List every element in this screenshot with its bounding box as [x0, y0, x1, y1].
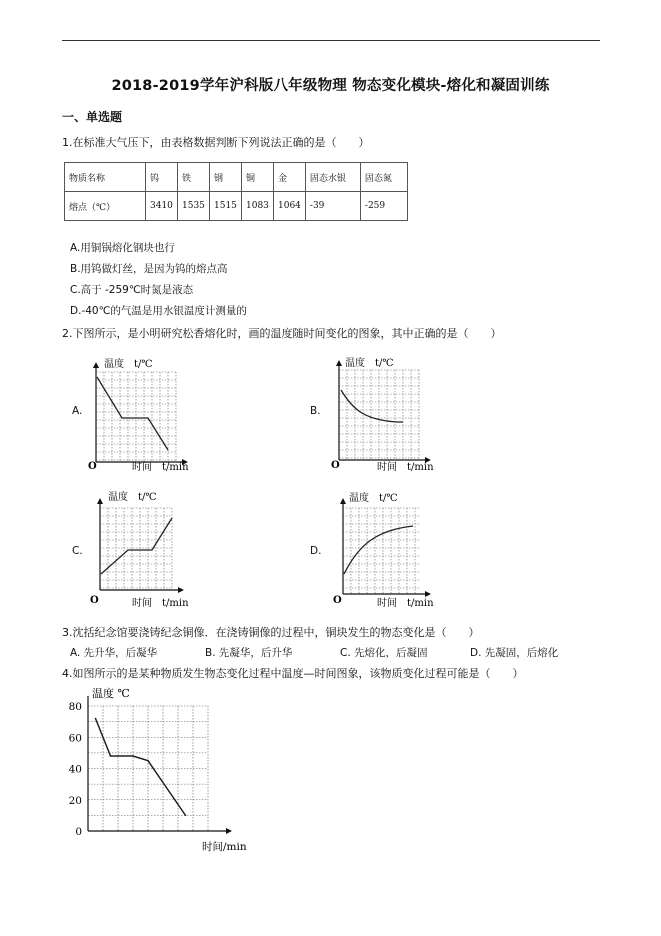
y-tick-label: 80: [68, 701, 82, 713]
q1-melting-point-table: [64, 162, 408, 221]
table-cell: 1083: [242, 192, 274, 221]
y-tick-labels: [69, 701, 82, 838]
y-tick-label: 60: [68, 732, 82, 745]
table-cell: 3410: [146, 192, 178, 221]
series-points: [95, 718, 187, 816]
x-axis-label: 时间 t/min: [377, 462, 434, 473]
table-cell: 1064: [274, 192, 306, 221]
table-cell: 1515: [210, 192, 242, 221]
q2-stem: 2.下图所示，是小明研究松香熔化时，画的温度随时间变化的图象，其中正确的是（ ）: [62, 327, 502, 340]
table-cell: 固态水银: [305, 163, 360, 192]
origin-label: O: [88, 461, 97, 472]
x-axis-label: 时间 t/min: [132, 462, 189, 473]
q3-option-a: A. 先升华，后凝华: [70, 647, 158, 659]
table-row: [65, 192, 408, 221]
q2-option-d: D.: [310, 545, 322, 557]
q4-temperature-chart: [60, 684, 260, 856]
data-point: [95, 718, 97, 720]
curve-b: [341, 390, 403, 422]
q3-option-d: D. 先凝固，后熔化: [470, 647, 559, 659]
table-cell: 铁: [178, 163, 210, 192]
y-tick-label: 20: [68, 794, 82, 807]
q2-option-a: A.: [72, 405, 83, 417]
origin-label: O: [331, 460, 340, 471]
y-axis-arrow: [340, 498, 346, 504]
curve-d: [344, 526, 413, 574]
q1-option-b: B.用钨做灯丝，是因为钨的熔点高: [70, 263, 228, 275]
q3-option-c: C. 先熔化，后凝固: [340, 647, 428, 659]
graph-grid: [336, 360, 431, 463]
q4-stem: 4.如图所示的是某种物质发生物态变化过程中温度—时间图象，该物质变化过程可能是（ ）: [62, 667, 524, 680]
y-axis-label: 温度 t/℃: [345, 358, 394, 369]
q2-option-c: C.: [72, 545, 83, 557]
q2-graph-d: [325, 488, 445, 610]
q2-graph-b: [325, 352, 445, 474]
y-tick-label: 0: [75, 826, 82, 838]
chart-grid: [88, 696, 232, 834]
x-axis-label: 时间 t/min: [132, 598, 189, 609]
data-point: [147, 760, 149, 762]
q1-stem: 1.在标准大气压下，由表格数据判断下列说法正确的是（ ）: [62, 136, 370, 149]
data-point: [185, 815, 187, 817]
series-line: [96, 719, 186, 816]
q1-option-a: A.用铜锅熔化钢块也行: [70, 242, 175, 254]
table-cell: -259: [360, 192, 407, 221]
q3-option-b: B. 先凝华，后升华: [205, 647, 293, 659]
table-cell: -39: [305, 192, 360, 221]
table-cell: 固态氮: [360, 163, 407, 192]
origin-label: O: [90, 595, 99, 606]
y-axis-label: 温度 t/℃: [108, 492, 157, 503]
data-point: [132, 755, 134, 757]
y-tick-label: 40: [68, 763, 82, 776]
q1-option-c: C.高于 -259℃时氮是液态: [70, 284, 194, 296]
table-cell: 铜: [242, 163, 274, 192]
q2-graph-c: [86, 488, 206, 610]
table-cell: 钢: [210, 163, 242, 192]
graph-grid: [93, 362, 188, 465]
table-row: [65, 163, 408, 192]
page-title: 2018-2019学年沪科版八年级物理 物态变化模块-熔化和凝固训练: [111, 78, 550, 94]
table-cell: 1535: [178, 192, 210, 221]
y-axis-label: 温度 t/℃: [104, 359, 153, 370]
graph-grid: [340, 498, 431, 597]
data-point: [110, 755, 112, 757]
q2-option-b: B.: [310, 405, 321, 417]
table-cell: 金: [274, 163, 306, 192]
table-cell: 熔点（℃）: [65, 192, 146, 221]
x-axis-arrow: [425, 591, 431, 597]
q1-option-d: D.-40℃的气温是用水银温度计测量的: [70, 305, 247, 317]
y-axis-arrow: [336, 360, 342, 366]
section-heading: 一、单选题: [62, 110, 123, 124]
y-axis-label: 温度 t/℃: [349, 493, 398, 504]
x-axis-label: 时间/min: [202, 841, 247, 853]
q3-stem: 3.沈括纪念馆要浇铸纪念铜像．在浇铸铜像的过程中，铜块发生的物态变化是（ ）: [62, 626, 480, 639]
table-cell: 物质名称: [65, 163, 146, 192]
x-axis-label: 时间 t/min: [377, 598, 434, 609]
y-axis-label: 温度 ℃: [92, 687, 130, 700]
header-rule: [62, 40, 600, 41]
curve-c: [101, 518, 172, 574]
q2-graph-a: [86, 352, 206, 474]
origin-label: O: [333, 595, 342, 606]
x-axis-arrow: [178, 587, 184, 593]
graph-grid: [97, 498, 184, 593]
x-axis-arrow: [226, 828, 232, 834]
y-axis-arrow: [97, 498, 103, 504]
y-axis-arrow: [93, 362, 99, 368]
table-cell: 钨: [146, 163, 178, 192]
